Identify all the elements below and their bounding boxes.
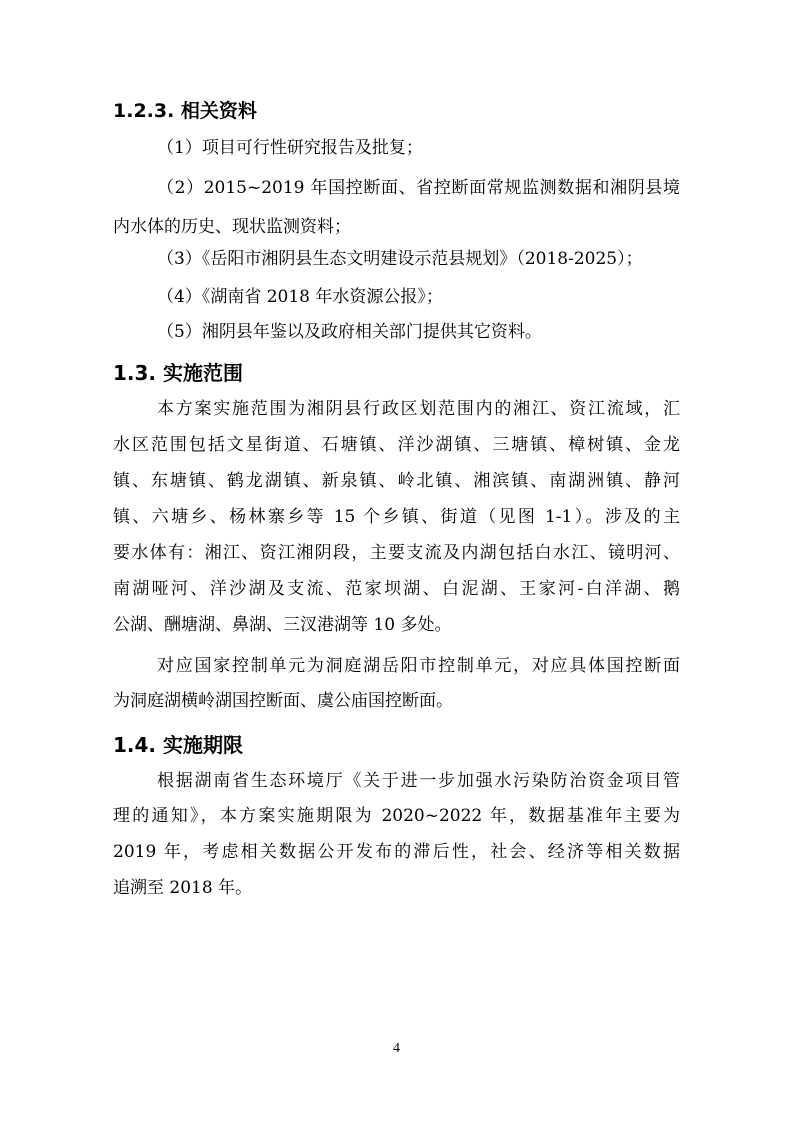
paragraph-line: 追溯至 2018 年。 [113, 878, 253, 898]
paragraph-line: 要水体有：湘江、资江湘阴段，主要支流及内湖包括白水江、镜明河、 [113, 543, 680, 563]
paragraph-line: 本方案实施范围为湘阴县行政区划范围内的湘江、资江流域，汇 [157, 399, 680, 419]
list-item: （2）2015~2019 年国控断面、省控断面常规监测数据和湘阴县境 [157, 178, 680, 198]
list-item: （1）项目可行性研究报告及批复； [157, 138, 423, 158]
paragraph-line: 2019 年，考虑相关数据公开发布的滞后性，社会、经济等相关数据 [113, 842, 680, 862]
section-heading-1-2-3: 1.2.3. 相关资料 [113, 100, 257, 122]
paragraph-line: 镇、六塘乡、杨林寨乡等 15 个乡镇、街道（见图 1-1）。涉及的主 [113, 507, 680, 527]
list-item: （4）《湖南省 2018 年水资源公报》； [157, 287, 443, 307]
section-heading-1-3: 1.3. 实施范围 [113, 361, 243, 385]
list-item: （3）《岳阳市湘阴县生态文明建设示范县规划》（2018-2025）； [157, 249, 643, 269]
paragraph-line: 公湖、酬塘湖、鼻湖、三汊港湖等 10 多处。 [113, 615, 452, 635]
section-heading-1-4: 1.4. 实施期限 [113, 733, 243, 757]
paragraph-line: 水区范围包括文星街道、石塘镇、洋沙湖镇、三塘镇、樟树镇、金龙 [113, 435, 680, 455]
paragraph-line: 根据湖南省生态环境厅《关于进一步加强水污染防治资金项目管 [157, 771, 680, 791]
paragraph-line: 南湖哑河、洋沙湖及支流、范家坝湖、白泥湖、王家河-白洋湖、鹅 [113, 579, 680, 599]
list-item: （5）湘阴县年鉴以及政府相关部门提供其它资料。 [157, 322, 542, 342]
list-item-continuation: 内水体的历史、现状监测资料； [113, 217, 351, 237]
paragraph-line: 理的通知》，本方案实施期限为 2020~2022 年，数据基准年主要为 [113, 806, 680, 826]
paragraph-line: 对应国家控制单元为洞庭湖岳阳市控制单元，对应具体国控断面 [157, 656, 680, 676]
page-number: 4 [393, 1041, 400, 1056]
paragraph-line: 镇、东塘镇、鹤龙湖镇、新泉镇、岭北镇、湘滨镇、南湖洲镇、静河 [113, 471, 680, 491]
paragraph-line: 为洞庭湖横岭湖国控断面、虞公庙国控断面。 [113, 691, 453, 711]
